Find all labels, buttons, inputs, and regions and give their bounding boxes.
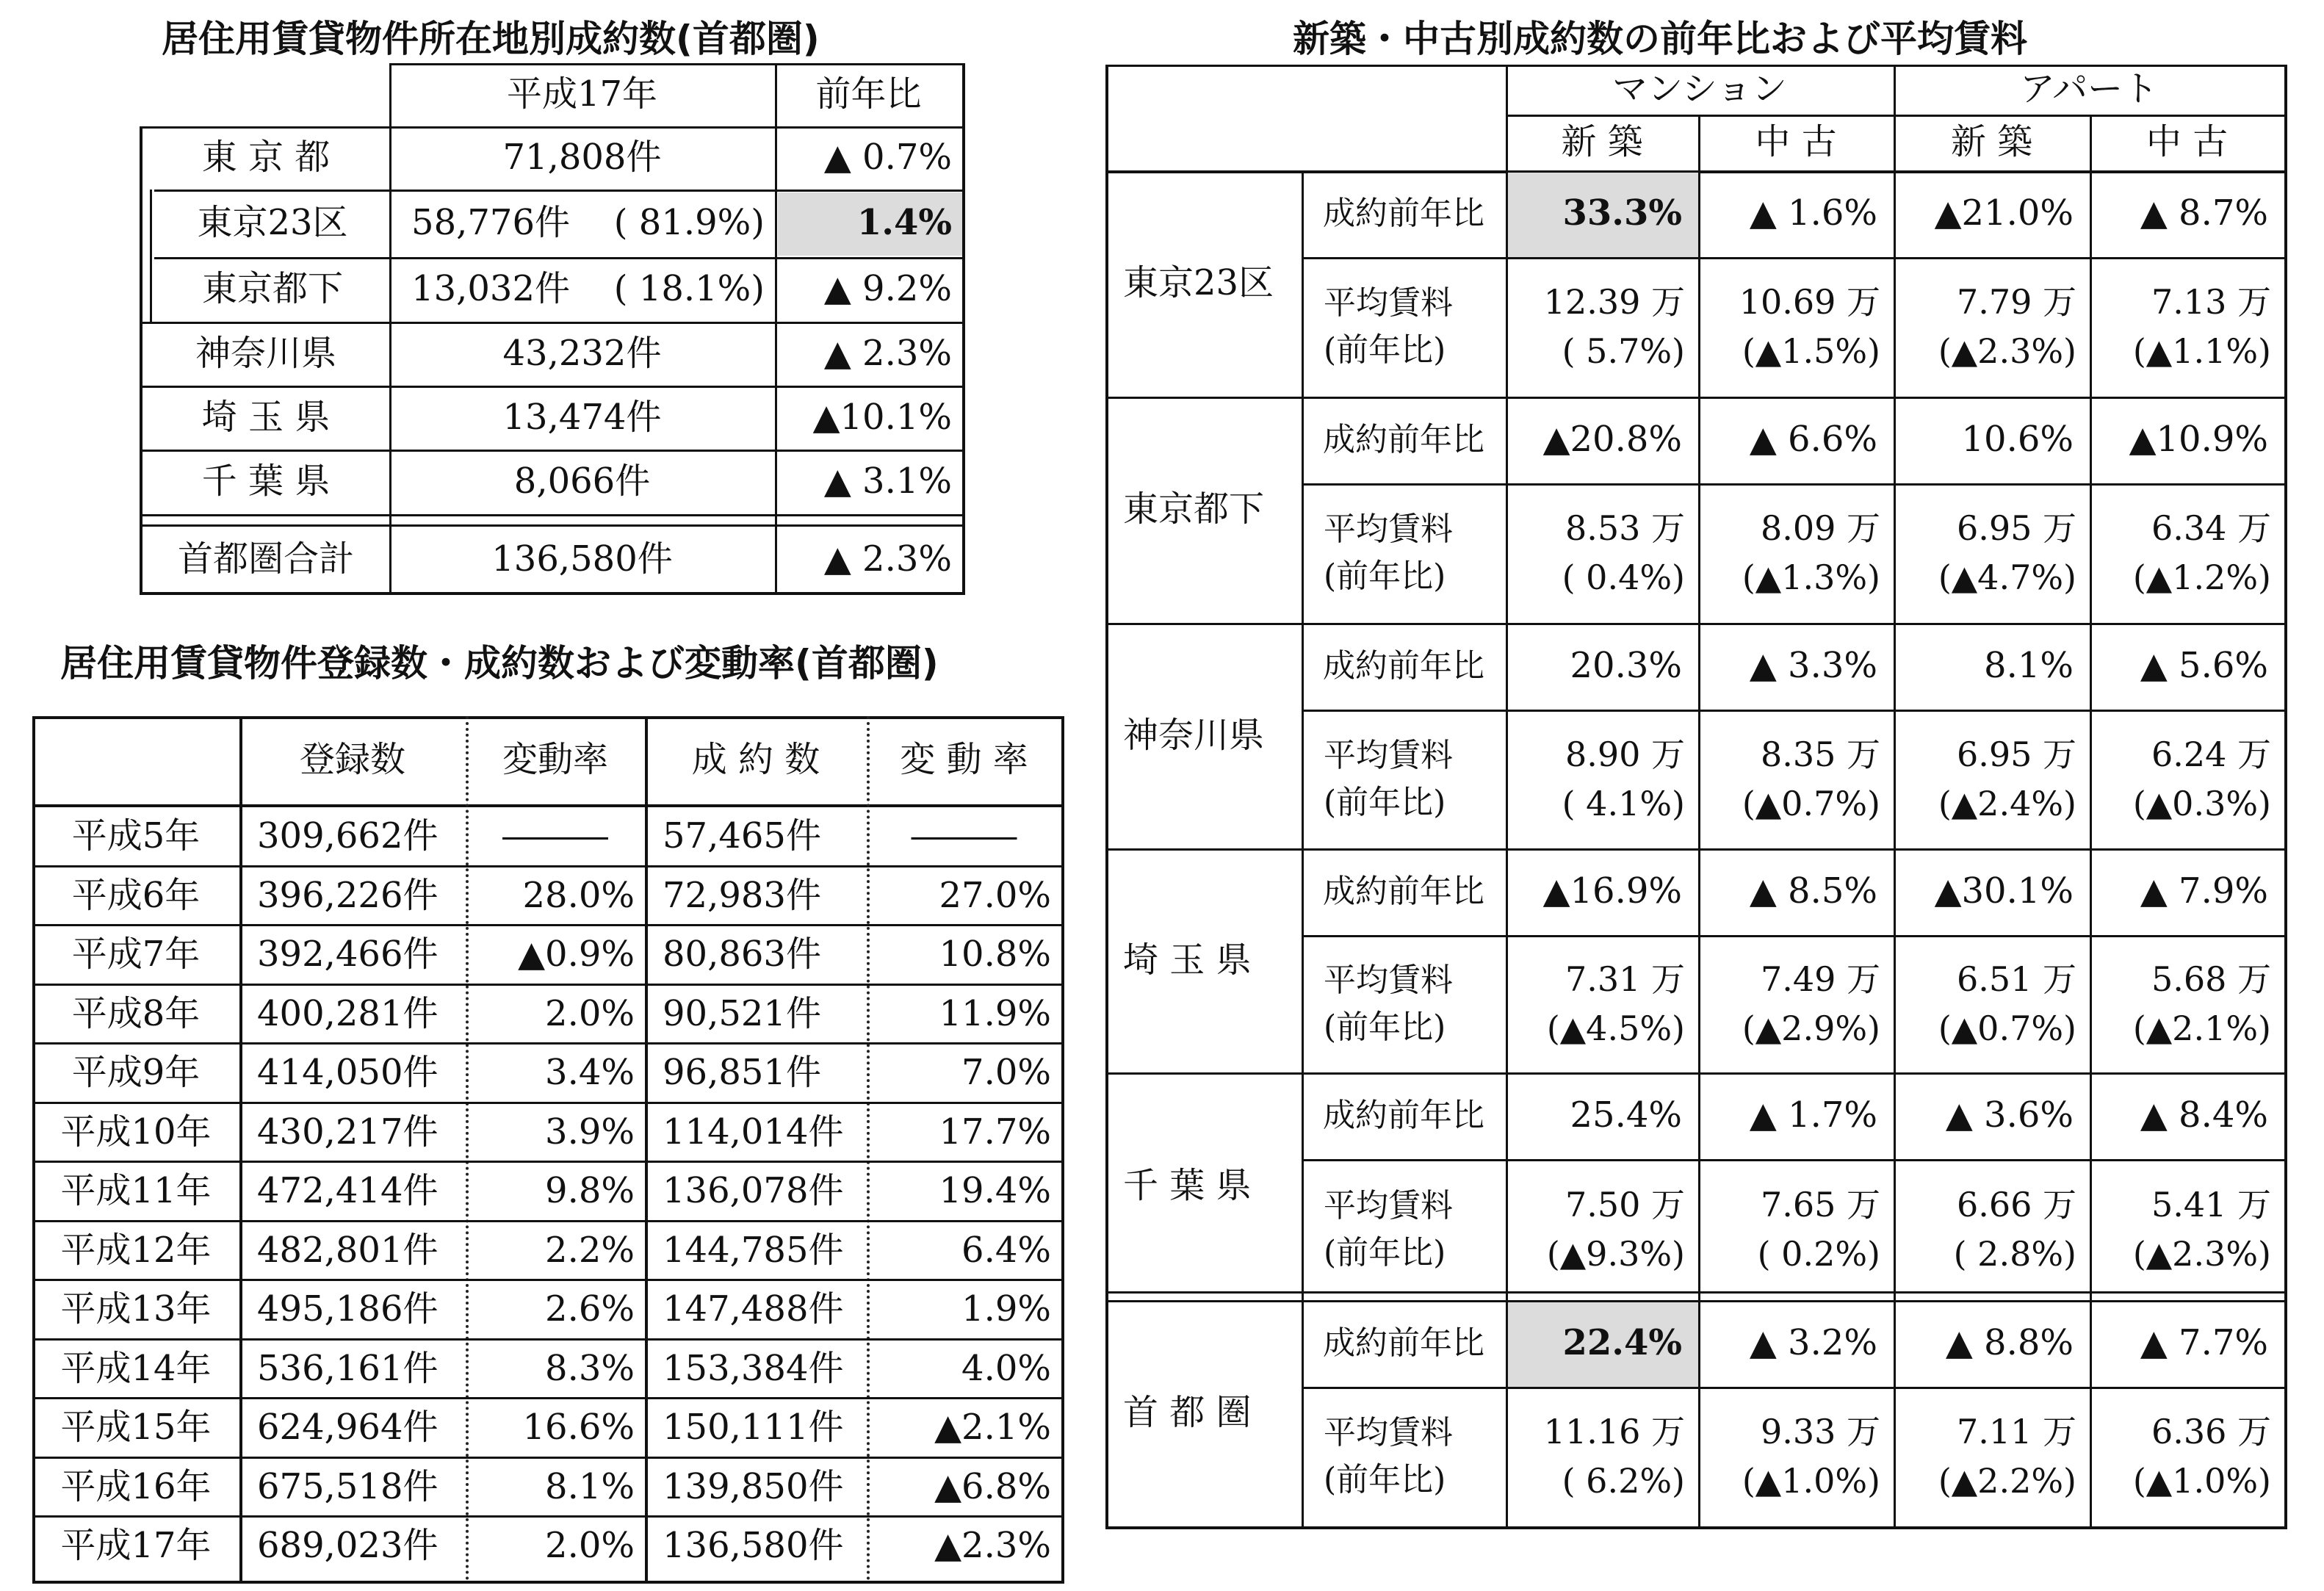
row-deals-rate: 1.9% (961, 1288, 1051, 1330)
row-registrations-rate: 8.3% (545, 1347, 635, 1389)
region-name: 神奈川県 (1123, 714, 1265, 756)
cell-avg-rent (1894, 1159, 2090, 1300)
cell-deal-yoy: ▲21.0% (1934, 192, 2074, 234)
cell-avg-rent (1506, 483, 1698, 623)
cell-avg-rent-line1: 5.41 万 (2151, 1185, 2271, 1225)
row-registrations-rate: 3.4% (545, 1052, 635, 1094)
header-yoy: 前年比 (815, 73, 922, 115)
cell-avg-rent (1894, 483, 2090, 623)
row-deals-rate: 6.4% (961, 1229, 1051, 1271)
row-region-name: 首都圏合計 (177, 538, 354, 580)
row-registrations-rate: 2.0% (545, 992, 635, 1034)
cell-avg-rent-line1: 7.79 万 (1956, 282, 2076, 322)
row-region-name: 東京都下 (201, 268, 343, 310)
row-registrations: 472,414件 (257, 1170, 439, 1212)
cell-avg-rent-line1: 7.31 万 (1565, 959, 1685, 999)
cell-deal-yoy: 8.1% (1984, 645, 2074, 687)
region-name: 埼 玉 県 (1123, 939, 1252, 981)
row-year: 平成6年 (71, 874, 201, 916)
row-deals-rate: ▲2.3% (934, 1525, 1051, 1567)
cell-avg-rent (1698, 935, 1894, 1072)
row-deals: 139,850件 (663, 1465, 844, 1507)
row-registrations: 675,518件 (257, 1465, 439, 1507)
label-deal-yoy: 成約前年比 (1323, 646, 1484, 685)
row-deals: 136,580件 (663, 1525, 844, 1567)
cell-avg-rent-line1: 6.66 万 (1956, 1185, 2076, 1225)
cell-avg-rent-line2: ( 6.2%) (1562, 1461, 1685, 1501)
label-avg-rent-line2: (前年比) (1324, 331, 1446, 369)
cell-avg-rent (2090, 257, 2284, 397)
cell-avg-rent-line2: ( 5.7%) (1562, 331, 1685, 371)
cell-avg-rent-line2: (▲1.0%) (2132, 1461, 2271, 1501)
row-deals-rate: 4.0% (961, 1347, 1051, 1389)
row-deal-count: 13,032件 (411, 268, 570, 310)
cell-deal-yoy: ▲ 8.4% (2140, 1094, 2268, 1136)
row-registrations: 495,186件 (257, 1288, 439, 1330)
cell-deal-yoy: ▲ 8.8% (1945, 1322, 2074, 1364)
row-registrations-rate: ――― (502, 815, 608, 857)
label-deal-yoy: 成約前年比 (1323, 194, 1484, 232)
cell-avg-rent (1506, 257, 1698, 397)
cell-deal-yoy: 10.6% (1961, 419, 2074, 461)
row-deal-count: 43,232件 (502, 332, 662, 374)
label-avg-rent-line2: (前年比) (1324, 783, 1446, 821)
cell-avg-rent-line1: 8.09 万 (1760, 508, 1880, 549)
table-border (2284, 65, 2287, 1526)
cell-avg-rent-line2: ( 0.4%) (1562, 558, 1685, 597)
cell-avg-rent-line1: 8.90 万 (1565, 734, 1685, 774)
row-registrations: 396,226件 (257, 874, 439, 916)
cell-deal-yoy: ▲ 8.7% (2140, 192, 2268, 234)
row-deal-count: 71,808件 (502, 137, 662, 178)
cell-avg-rent (2090, 1159, 2284, 1300)
row-registrations: 309,662件 (257, 815, 439, 857)
cell-deal-yoy: ▲ 5.6% (2140, 645, 2268, 687)
row-registrations-rate: 3.9% (545, 1111, 635, 1152)
cell-deal-yoy: ▲ 8.5% (1749, 870, 1877, 912)
cell-avg-rent-line2: (▲1.1%) (2132, 331, 2271, 371)
row-yoy: ▲ 2.3% (823, 332, 952, 374)
row-deals-rate: ▲2.1% (934, 1407, 1051, 1449)
cell-avg-rent (2090, 935, 2284, 1072)
row-yoy: ▲10.1% (812, 396, 952, 438)
cell-avg-rent-line2: (▲1.0%) (1742, 1461, 1880, 1501)
label-avg-rent-line2: (前年比) (1324, 558, 1446, 595)
cell-avg-rent-line1: 6.24 万 (2151, 734, 2271, 774)
row-region-name: 東 京 都 (201, 137, 331, 178)
row-deals: 153,384件 (663, 1347, 844, 1389)
label-avg-rent (1302, 935, 1506, 1072)
header-col-3: 変 動 率 (900, 739, 1028, 781)
cell-deal-yoy: ▲ 1.6% (1749, 192, 1877, 234)
header-sub-3: 中 古 (2146, 121, 2229, 163)
row-year: 平成7年 (71, 934, 201, 975)
label-avg-rent (1302, 710, 1506, 848)
row-year: 平成11年 (60, 1170, 212, 1212)
cell-avg-rent-line1: 9.33 万 (1760, 1412, 1880, 1452)
row-year: 平成12年 (60, 1229, 212, 1271)
row-deal-count: 8,066件 (513, 461, 651, 502)
row-deals-rate: 19.4% (939, 1170, 1051, 1212)
cell-avg-rent-line2: (▲2.4%) (1938, 783, 2076, 823)
cell-deal-yoy: ▲ 7.9% (2140, 870, 2268, 912)
row-year: 平成5年 (71, 815, 201, 857)
row-yoy: ▲ 0.7% (823, 137, 952, 178)
cell-avg-rent (1894, 1387, 2090, 1526)
row-deals: 96,851件 (663, 1052, 821, 1094)
cell-deal-yoy: ▲ 1.7% (1749, 1094, 1877, 1136)
cell-avg-rent (2090, 1387, 2284, 1526)
cell-avg-rent-line2: (▲0.7%) (1742, 783, 1880, 823)
label-deal-yoy: 成約前年比 (1323, 1324, 1484, 1362)
label-deal-yoy: 成約前年比 (1323, 872, 1484, 910)
cell-avg-rent-line1: 12.39 万 (1543, 282, 1685, 322)
row-deals: 136,078件 (663, 1170, 844, 1212)
label-avg-rent (1302, 1387, 1506, 1526)
cell-avg-rent-line2: (▲2.9%) (1742, 1008, 1880, 1048)
header-sub-0: 新 築 (1561, 121, 1643, 163)
cell-avg-rent (2090, 483, 2284, 623)
region-name: 首 都 圏 (1123, 1392, 1252, 1434)
cell-avg-rent (1894, 710, 2090, 848)
row-registrations: 430,217件 (257, 1111, 439, 1152)
cell-avg-rent-line2: (▲2.1%) (2132, 1008, 2271, 1048)
cell-avg-rent-line2: (▲2.3%) (2132, 1234, 2271, 1274)
cell-avg-rent-line1: 11.16 万 (1543, 1412, 1685, 1452)
cell-avg-rent (2090, 710, 2284, 848)
row-registrations-rate: 9.8% (545, 1170, 635, 1212)
cell-avg-rent-line2: ( 4.1%) (1562, 783, 1685, 823)
row-deals: 150,111件 (663, 1407, 844, 1449)
cell-avg-rent-line1: 8.53 万 (1565, 508, 1685, 549)
cell-avg-rent (1506, 1387, 1698, 1526)
table-border (140, 592, 965, 595)
cell-deal-yoy: ▲ 3.2% (1749, 1322, 1877, 1364)
table-border (140, 524, 962, 527)
cell-deal-yoy: 33.3% (1562, 192, 1682, 234)
row-registrations: 536,161件 (257, 1347, 439, 1389)
header-col-0: 登録数 (299, 739, 405, 781)
table-border (1061, 716, 1064, 1581)
cell-deal-yoy: ▲30.1% (1934, 870, 2074, 912)
label-avg-rent (1302, 257, 1506, 397)
cell-avg-rent-line2: (▲0.3%) (2132, 783, 2271, 823)
row-deals: 147,488件 (663, 1288, 844, 1330)
label-avg-rent-line1: 平均賃料 (1324, 1187, 1453, 1225)
cell-avg-rent-line2: (▲4.5%) (1546, 1008, 1685, 1048)
row-deals: 57,465件 (663, 815, 821, 857)
cell-deal-yoy: 25.4% (1570, 1094, 1682, 1136)
label-deal-yoy: 成約前年比 (1323, 420, 1484, 458)
row-year: 平成16年 (60, 1465, 212, 1507)
row-registrations: 400,281件 (257, 992, 439, 1034)
cell-avg-rent-line2: (▲1.3%) (1742, 558, 1880, 597)
row-region-name: 東京23区 (197, 202, 348, 244)
table-border (962, 63, 965, 592)
cell-avg-rent (1506, 935, 1698, 1072)
row-registrations: 689,023件 (257, 1525, 439, 1567)
cell-avg-rent-line1: 7.65 万 (1760, 1185, 1880, 1225)
row-region-name: 千 葉 県 (201, 461, 331, 502)
row-registrations-rate: 2.6% (545, 1288, 635, 1330)
cell-avg-rent (1698, 710, 1894, 848)
region-name: 東京都下 (1123, 488, 1265, 530)
row-deals-rate: 7.0% (961, 1052, 1051, 1094)
cell-deal-yoy: ▲10.9% (2129, 419, 2268, 461)
cell-deal-yoy: ▲16.9% (1542, 870, 1682, 912)
row-share: ( 18.1%) (613, 268, 765, 310)
row-year: 平成15年 (60, 1407, 212, 1449)
row-deals: 80,863件 (663, 934, 821, 975)
row-deals: 114,014件 (663, 1111, 844, 1152)
label-avg-rent-line2: (前年比) (1324, 1234, 1446, 1271)
cell-avg-rent-line1: 7.49 万 (1760, 959, 1880, 999)
cell-avg-rent-line2: ( 2.8%) (1953, 1234, 2076, 1274)
row-registrations: 414,050件 (257, 1052, 439, 1094)
row-year: 平成8年 (71, 992, 201, 1034)
row-deals: 144,785件 (663, 1229, 844, 1271)
row-registrations-rate: 16.6% (522, 1407, 635, 1449)
region-name: 東京23区 (1123, 262, 1274, 304)
cell-avg-rent-line1: 6.36 万 (2151, 1412, 2271, 1452)
cell-avg-rent-line1: 6.95 万 (1956, 734, 2076, 774)
cell-avg-rent-line1: 7.11 万 (1956, 1412, 2076, 1452)
row-deals-rate: 10.8% (939, 934, 1051, 975)
cell-avg-rent (1698, 1387, 1894, 1526)
cell-avg-rent-line1: 7.50 万 (1565, 1185, 1685, 1225)
cell-avg-rent-line1: 6.34 万 (2151, 508, 2271, 549)
table-region-deals-title: 居住用賃貸物件所在地別成約数(首都圏) (162, 18, 820, 60)
label-avg-rent-line2: (前年比) (1324, 1008, 1446, 1046)
table-border (1105, 1526, 2287, 1529)
cell-avg-rent-line2: (▲2.2%) (1938, 1461, 2076, 1501)
label-avg-rent-line1: 平均賃料 (1324, 511, 1453, 549)
cell-deal-yoy: ▲ 7.7% (2140, 1322, 2268, 1364)
label-avg-rent-line1: 平均賃料 (1324, 736, 1453, 774)
label-avg-rent-line1: 平均賃料 (1324, 961, 1453, 999)
table-border (1105, 1291, 2284, 1294)
row-registrations: 482,801件 (257, 1229, 439, 1271)
cell-deal-yoy: ▲ 3.3% (1749, 645, 1877, 687)
row-registrations-rate: 2.2% (545, 1229, 635, 1271)
row-year: 平成9年 (71, 1052, 201, 1094)
row-deals-rate: ▲6.8% (934, 1465, 1051, 1507)
row-deals-rate: ――― (911, 815, 1017, 857)
header-col-1: 変動率 (502, 739, 608, 781)
cell-avg-rent-line1: 6.51 万 (1956, 959, 2076, 999)
cell-avg-rent-line1: 6.95 万 (1956, 508, 2076, 549)
header-sub-2: 新 築 (1950, 121, 2033, 163)
row-registrations: 392,466件 (257, 934, 439, 975)
cell-avg-rent (1698, 483, 1894, 623)
row-yoy: ▲ 9.2% (823, 268, 952, 310)
row-deals-rate: 11.9% (939, 992, 1051, 1034)
table-border (150, 190, 152, 322)
cell-avg-rent-line2: (▲2.3%) (1938, 331, 2076, 371)
row-registrations: 624,964件 (257, 1407, 439, 1449)
row-yoy: 1.4% (856, 202, 952, 244)
label-avg-rent-line2: (前年比) (1324, 1461, 1446, 1498)
cell-avg-rent-line1: 10.69 万 (1739, 282, 1880, 322)
header-col-2: 成 約 数 (691, 739, 820, 781)
cell-avg-rent-line2: ( 0.2%) (1757, 1234, 1880, 1274)
cell-deal-yoy: ▲ 6.6% (1749, 419, 1877, 461)
row-registrations-rate: 28.0% (522, 874, 635, 916)
cell-avg-rent-line2: (▲0.7%) (1938, 1008, 2076, 1048)
label-avg-rent-line1: 平均賃料 (1324, 284, 1453, 322)
label-avg-rent-line1: 平均賃料 (1324, 1414, 1453, 1452)
cell-avg-rent-line2: (▲1.5%) (1742, 331, 1880, 371)
row-year: 平成14年 (60, 1347, 212, 1389)
row-year: 平成17年 (60, 1525, 212, 1567)
cell-deal-yoy: ▲20.8% (1542, 419, 1682, 461)
cell-avg-rent-line2: (▲1.2%) (2132, 558, 2271, 597)
row-deals: 90,521件 (663, 992, 821, 1034)
header-sub-1: 中 古 (1755, 121, 1837, 163)
row-deal-count: 58,776件 (411, 202, 570, 244)
cell-avg-rent (1698, 257, 1894, 397)
row-deal-count: 136,580件 (491, 538, 673, 580)
cell-avg-rent (1506, 710, 1698, 848)
table-border (140, 514, 962, 516)
cell-avg-rent-line2: (▲4.7%) (1938, 558, 2076, 597)
header-apartment: アパート (2019, 68, 2159, 110)
row-yoy: ▲ 2.3% (823, 538, 952, 580)
row-share: ( 81.9%) (613, 202, 765, 244)
label-deal-yoy: 成約前年比 (1323, 1096, 1484, 1134)
label-avg-rent (1302, 483, 1506, 623)
row-deals-rate: 17.7% (939, 1111, 1051, 1152)
row-region-name: 埼 玉 県 (201, 396, 331, 438)
row-registrations-rate: ▲0.9% (518, 934, 635, 975)
cell-avg-rent (1894, 257, 2090, 397)
region-name: 千 葉 県 (1123, 1165, 1252, 1207)
cell-avg-rent-line2: (▲9.3%) (1546, 1234, 1685, 1274)
row-region-name: 神奈川県 (195, 332, 336, 374)
table-registrations-deals-title: 居住用賃貸物件登録数・成約数および変動率(首都圏) (60, 642, 939, 685)
table-new-used-rent-title: 新築・中古別成約数の前年比および平均賃料 (1293, 18, 2027, 60)
cell-deal-yoy: 22.4% (1562, 1322, 1682, 1364)
header-mansion: マンション (1612, 68, 1787, 110)
cell-avg-rent (1894, 935, 2090, 1072)
cell-deal-yoy: ▲ 3.6% (1945, 1094, 2074, 1136)
label-avg-rent (1302, 1159, 1506, 1300)
cell-avg-rent-line1: 8.35 万 (1760, 734, 1880, 774)
cell-deal-yoy: 20.3% (1570, 645, 1682, 687)
row-deals: 72,983件 (663, 874, 821, 916)
row-year: 平成10年 (60, 1111, 212, 1152)
row-year: 平成13年 (60, 1288, 212, 1330)
row-registrations-rate: 8.1% (545, 1465, 635, 1507)
row-yoy: ▲ 3.1% (823, 461, 952, 502)
cell-avg-rent-line1: 7.13 万 (2151, 282, 2271, 322)
cell-avg-rent-line1: 5.68 万 (2151, 959, 2271, 999)
table-border (32, 1581, 1064, 1584)
header-year-h17: 平成17年 (506, 73, 658, 115)
cell-avg-rent (1698, 1159, 1894, 1300)
row-deals-rate: 27.0% (939, 874, 1051, 916)
cell-avg-rent (1506, 1159, 1698, 1300)
row-registrations-rate: 2.0% (545, 1525, 635, 1567)
row-deal-count: 13,474件 (502, 396, 662, 438)
